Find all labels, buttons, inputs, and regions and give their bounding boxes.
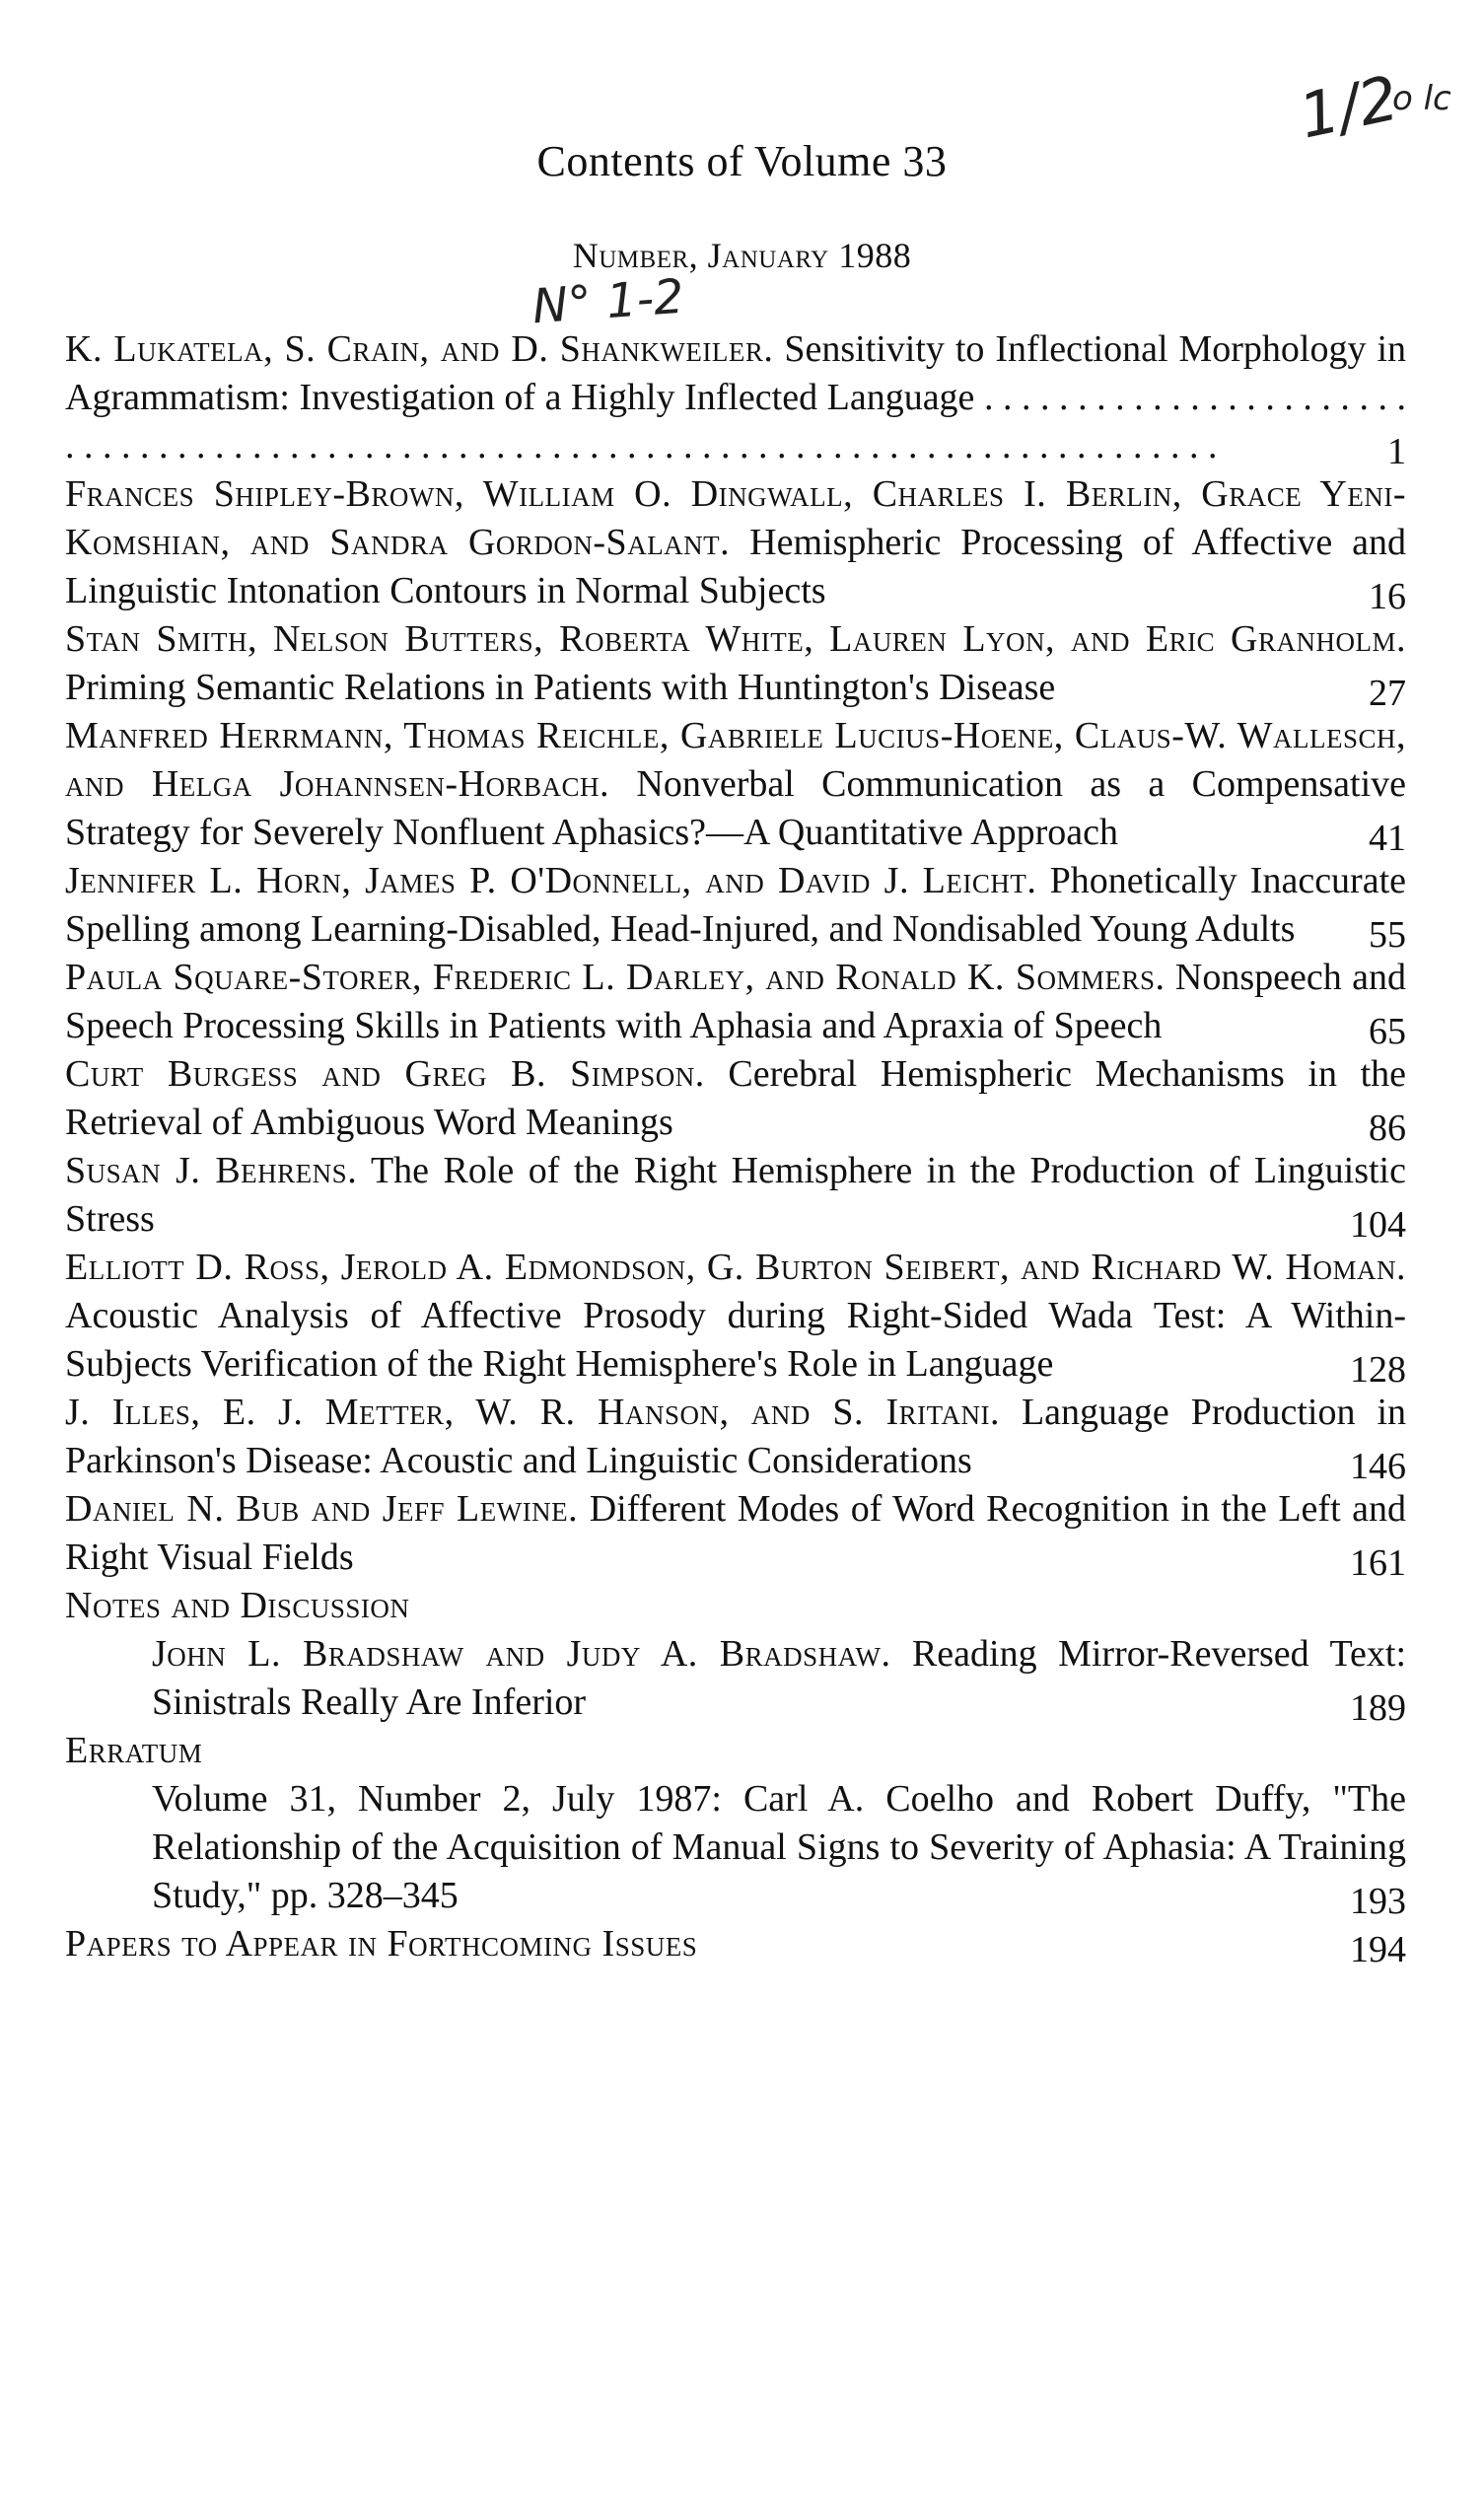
erratum-entry: [65, 1775, 1406, 1920]
entry-page: 86: [1369, 1108, 1406, 1149]
notes-heading: Notes and Discussion: [65, 1585, 410, 1626]
entry-authors: Jennifer L. Horn, James P. O'Donnell, and David J. Leicht.: [65, 860, 1037, 901]
entry-title: The Role of the Right Hemisphere in the Production of Linguistic Stress: [65, 1150, 1406, 1240]
toc-entry: [65, 1244, 1406, 1389]
entry-page: 104: [1350, 1204, 1406, 1246]
forthcoming-entry: [65, 1920, 1406, 1968]
entry-title: Priming Semantic Relations in Patients with Huntington's Disease: [65, 667, 1056, 708]
entry-authors: Paula Square-Storer, Frederic L. Darley, and Ronald K. Sommers.: [65, 957, 1166, 998]
toc-entry: [65, 1050, 1406, 1147]
entry-authors: Elliott D. Ross, Jerold A. Edmondson, G. Burton Seibert, and Richard W. Homan.: [65, 1247, 1406, 1288]
entry-title: Nonspeech and Speech Processing Skills in Patients with Aphasia and Apraxia of Speech: [65, 957, 1406, 1046]
entry-page: 189: [1350, 1687, 1406, 1729]
entry-title: Acoustic Analysis of Affective Prosody during Right-Sided Wada Test: A Within-Subjects Verification of the Right Hemisphere's Role in Language: [65, 1295, 1406, 1385]
toc-entry: [65, 325, 1406, 470]
toc-entry: [65, 954, 1406, 1050]
entry-page: 55: [1369, 914, 1406, 956]
entry-authors: Curt Burgess and Greg B. Simpson.: [65, 1053, 705, 1095]
entry-page: 1: [1387, 431, 1406, 472]
entry-title: Hemispheric Processing of Affective and Linguistic Intonation Contours in Normal Subjects: [65, 522, 1407, 611]
issue-line: [0, 235, 1484, 276]
erratum-heading: Erratum: [65, 1730, 203, 1771]
entry-title: Reading Mirror-Reversed Text: Sinistrals Really Are Inferior: [152, 1633, 1407, 1723]
toc-entry: [65, 470, 1406, 615]
entry-authors: Stan Smith, Nelson Butters, Roberta White, Lauren Lyon, and Eric Granholm.: [65, 618, 1406, 660]
entry-page: 65: [1369, 1011, 1406, 1052]
entry-page: 128: [1350, 1349, 1406, 1391]
entry-authors: J. Illes, E. J. Metter, W. R. Hanson, and S. Iritani.: [65, 1392, 1000, 1433]
toc-entry: [65, 857, 1406, 954]
table-of-contents: [65, 325, 1406, 1968]
toc-entry: [65, 712, 1406, 857]
toc-entry: [65, 615, 1406, 712]
handwritten-issue-number: N° 1-2: [530, 268, 686, 335]
entry-page: 41: [1369, 818, 1406, 859]
entry-title: Different Modes of Word Recognition in the Left and Right Visual Fields: [65, 1488, 1407, 1578]
entry-authors: Daniel N. Bub and Jeff Lewine.: [65, 1488, 579, 1530]
entry-title: Nonverbal Communication as a Compensative Strategy for Severely Nonfluent Aphasics?—A Quantitative Approach: [65, 763, 1407, 853]
issue-date: , January 1988: [688, 236, 912, 275]
erratum-text: Volume 31, Number 2, July 1987: Carl A. Coelho and Robert Duffy, "The Relationship of the Acquisition of Manual Signs to Severity of Aphasia: A Training Study," pp. 328–345: [152, 1778, 1406, 1916]
entry-authors: John L. Bradshaw and Judy A. Bradshaw.: [152, 1633, 891, 1675]
entry-page: 193: [1350, 1881, 1406, 1922]
toc-entry: [65, 1485, 1406, 1582]
toc-entry: [65, 1147, 1406, 1244]
entry-title: Sensitivity to Inflectional Morphology in Agrammatism: Investigation of a Highly Inflected Language: [65, 328, 1406, 418]
entry-authors: Frances Shipley-Brown, William O. Dingwall, Charles I. Berlin, Grace Yeni-Komshian, and Sandra Gordon-Salant.: [65, 473, 1406, 563]
entry-page: 27: [1369, 673, 1406, 714]
entry-page: 16: [1369, 576, 1406, 617]
entry-authors: Susan J. Behrens.: [65, 1150, 358, 1191]
entry-title: Language Production in Parkinson's Disease: Acoustic and Linguistic Considerations: [65, 1392, 1407, 1481]
entry-authors: Manfred Herrmann, Thomas Reichle, Gabriele Lucius-Hoene, Claus-W. Wallesch, and Helga Johannsen-Horbach.: [65, 715, 1406, 805]
entry-authors: K. Lukatela, S. Crain, and D. Shankweiler.: [65, 328, 774, 370]
entry-page: 161: [1350, 1542, 1406, 1584]
forthcoming-label: Papers to Appear in Forthcoming Issues: [65, 1923, 698, 1965]
entry-page: 146: [1350, 1446, 1406, 1487]
entry-page: 194: [1350, 1929, 1406, 1970]
notes-entry: [65, 1630, 1406, 1727]
issue-label: Number: [572, 236, 689, 275]
page-title: Contents of Volume 33: [536, 137, 948, 185]
toc-entry: [65, 1389, 1406, 1485]
entry-title: Cerebral Hemispheric Mechanisms in the Retrieval of Ambiguous Word Meanings: [65, 1053, 1407, 1143]
handwritten-corner-note: o lc: [1392, 79, 1451, 118]
handwritten-fraction: 1/2: [1293, 61, 1405, 153]
entry-title: Phonetically Inaccurate Spelling among Learning-Disabled, Head-Injured, and Nondisabled Young Adults: [65, 860, 1406, 950]
